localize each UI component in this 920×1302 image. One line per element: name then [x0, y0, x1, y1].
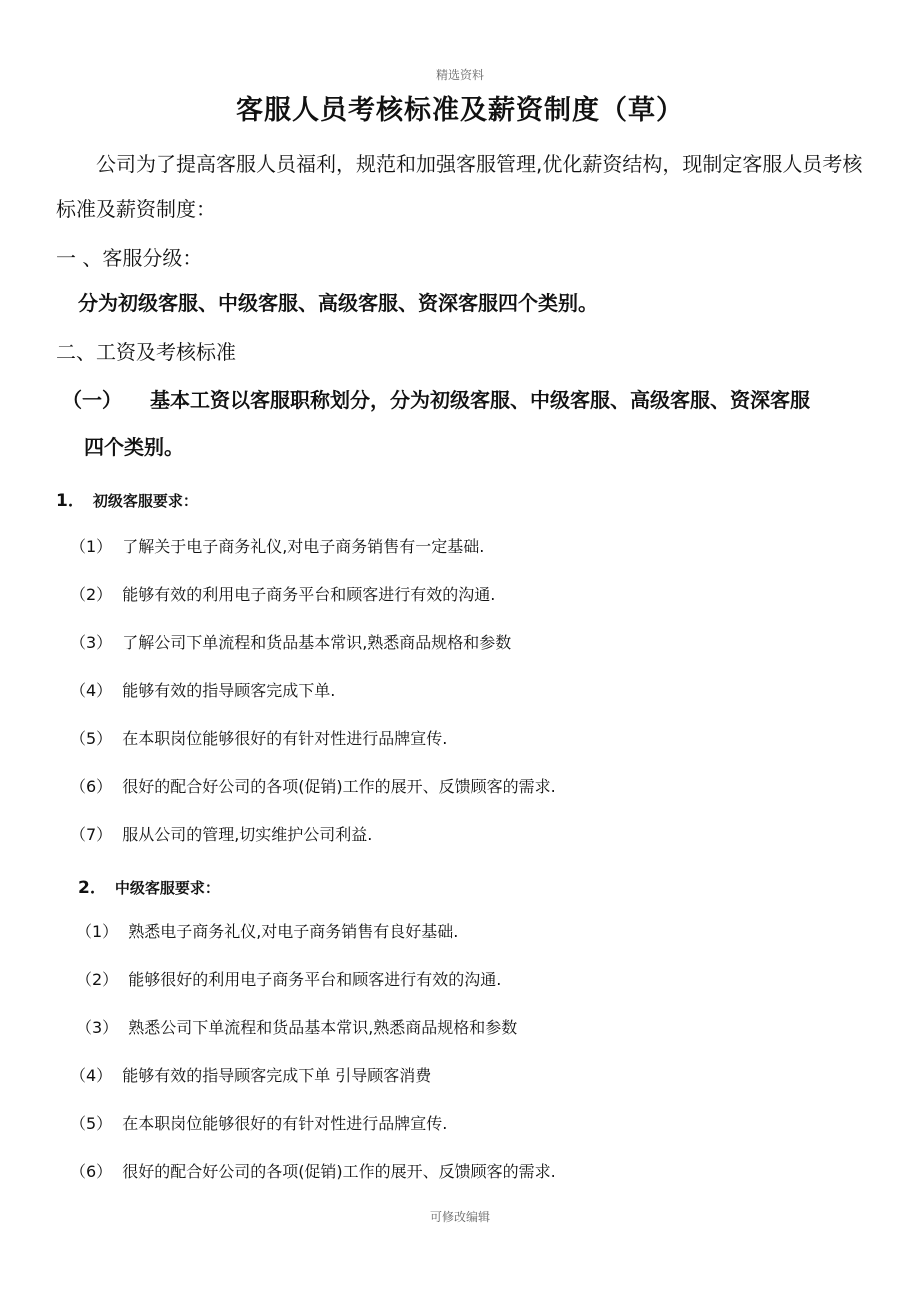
section2-heading: 二、工资及考核标准 — [56, 340, 236, 364]
middle-number: 2． — [78, 878, 107, 898]
section1-heading: 一 、客服分级： — [56, 246, 203, 270]
junior-item: （1） 了解关于电子商务礼仪,对电子商务销售有一定基础. — [70, 537, 485, 556]
junior-item: （2） 能够有效的利用电子商务平台和顾客进行有效的沟通. — [70, 585, 496, 604]
subsection1-text: 基本工资以客服职称划分，分为初级客服、中级客服、高级客服、资深客服 — [150, 388, 810, 412]
middle-heading — [78, 873, 220, 898]
middle-item: （4） 能够有效的指导顾客完成下单 引导顾客消费 — [70, 1066, 432, 1085]
junior-heading-text: 初级客服要求： — [92, 492, 198, 510]
junior-item: （4） 能够有效的指导顾客完成下单. — [70, 681, 336, 700]
page-header-note: 精选资料 — [435, 68, 484, 82]
middle-item: （6） 很好的配合好公司的各项(促销)工作的展开、反馈顾客的需求. — [70, 1162, 556, 1181]
middle-heading-text: 中级客服要求： — [114, 879, 220, 897]
junior-item: （5） 在本职岗位能够很好的有针对性进行品牌宣传. — [70, 729, 448, 748]
subsection1-line1 — [62, 384, 810, 413]
junior-number: 1． — [56, 491, 85, 511]
junior-item: （6） 很好的配合好公司的各项(促销)工作的展开、反馈顾客的需求. — [70, 777, 556, 796]
section1-body: 分为初级客服、中级客服、高级客服、资深客服四个类别。 — [78, 291, 598, 315]
middle-item: （2） 能够很好的利用电子商务平台和顾客进行有效的沟通. — [76, 970, 502, 989]
junior-heading — [56, 486, 198, 511]
junior-item: （3） 了解公司下单流程和货品基本常识,熟悉商品规格和参数 — [70, 633, 512, 652]
middle-item: （3） 熟悉公司下单流程和货品基本常识,熟悉商品规格和参数 — [76, 1018, 518, 1037]
subsection1-label: （一） — [62, 388, 122, 412]
document-title: 客服人员考核标准及薪资制度（草） — [236, 95, 684, 126]
subsection1-line2: 四个类别。 — [84, 435, 184, 459]
intro-paragraph: 公司为了提高客服人员福利，规范和加强客服管理,优化薪资结构，现制定客服人员考核标准及薪资制度： — [56, 152, 863, 221]
middle-item: （5） 在本职岗位能够很好的有针对性进行品牌宣传. — [70, 1114, 448, 1133]
middle-item: （1） 熟悉电子商务礼仪,对电子商务销售有良好基础. — [76, 922, 459, 941]
junior-item: （7） 服从公司的管理,切实维护公司利益. — [70, 825, 373, 844]
page-footer-note: 可修改编辑 — [429, 1210, 490, 1224]
